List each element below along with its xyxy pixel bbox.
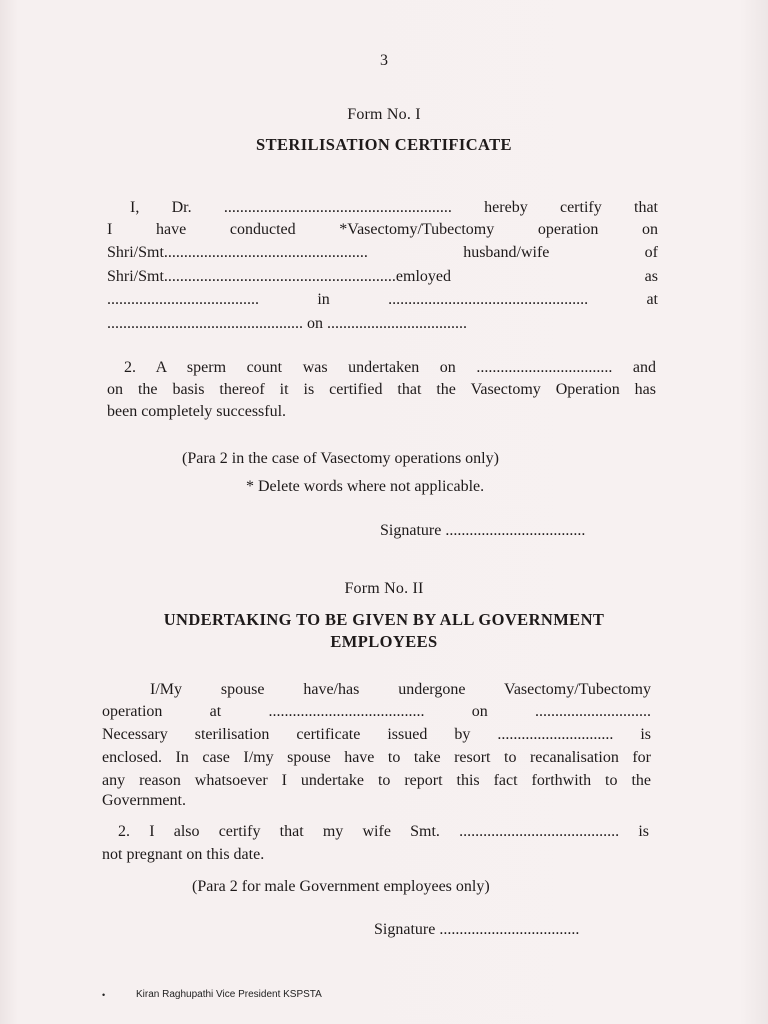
form1-line-1: I, Dr. ......................................................... hereby certify that [130,199,658,216]
form1-line-2: I have conducted *Vasectomy/Tubectomy operation on [107,221,658,238]
form1-para2-line-3: been completely successful. [107,403,287,420]
form1-heading: Form No. I [347,106,421,123]
form2-para1-line-2: operation at ....................................... on ............................. [102,703,651,720]
form2-para2-line-2: not pregnant on this date. [102,846,265,863]
form1-note-delete: * Delete words where not applicable. [246,478,485,495]
form1-note-para2: (Para 2 in the case of Vasectomy operations only) [182,450,499,467]
form2-note-para2: (Para 2 for male Government employees only) [192,878,490,895]
form2-para1-line-1: I/My spouse have/has undergone Vasectomy/Tubectomy [150,681,651,698]
footer-bullet: • [102,990,106,1000]
form2-para1-line-5: any reason whatsoever I undertake to report this fact forthwith to the [102,772,651,789]
footer-credit: Kiran Raghupathi Vice President KSPSTA [136,989,322,1000]
form1-line-3: Shri/Smt................................................... husband/wife of [107,244,658,261]
form2-title-line-1: UNDERTAKING TO BE GIVEN BY ALL GOVERNMENT [163,610,605,629]
form2-signature-line: Signature ................................... [374,921,580,938]
form2-para2-line-1: 2. I also certify that my wife Smt. ........................................ is [118,823,649,840]
form1-line-4: Shri/Smt..........................................................emloyed as [107,268,658,285]
form2-title-line-2: EMPLOYEES [330,632,438,651]
form2-para1-line-4: enclosed. In case I/my spouse have to take resort to recanalisation for [102,749,651,766]
form2-heading: Form No. II [344,580,424,597]
form1-line-5: ...................................... in .................................................. at [107,291,658,308]
form2-para1-line-6: Government. [102,792,186,809]
form1-para2-line-1: 2. A sperm count was undertaken on .................................. and [124,359,656,376]
form1-signature-line: Signature ................................... [380,522,586,539]
form1-para2-line-2: on the basis thereof it is certified that the Vasectomy Operation has [107,381,656,398]
page-number: 3 [380,52,388,69]
form1-title: STERILISATION CERTIFICATE [256,135,512,154]
form1-line-6: ................................................. on ................................... [107,315,467,332]
form2-para1-line-3: Necessary sterilisation certificate issued by ............................. is [102,726,651,743]
